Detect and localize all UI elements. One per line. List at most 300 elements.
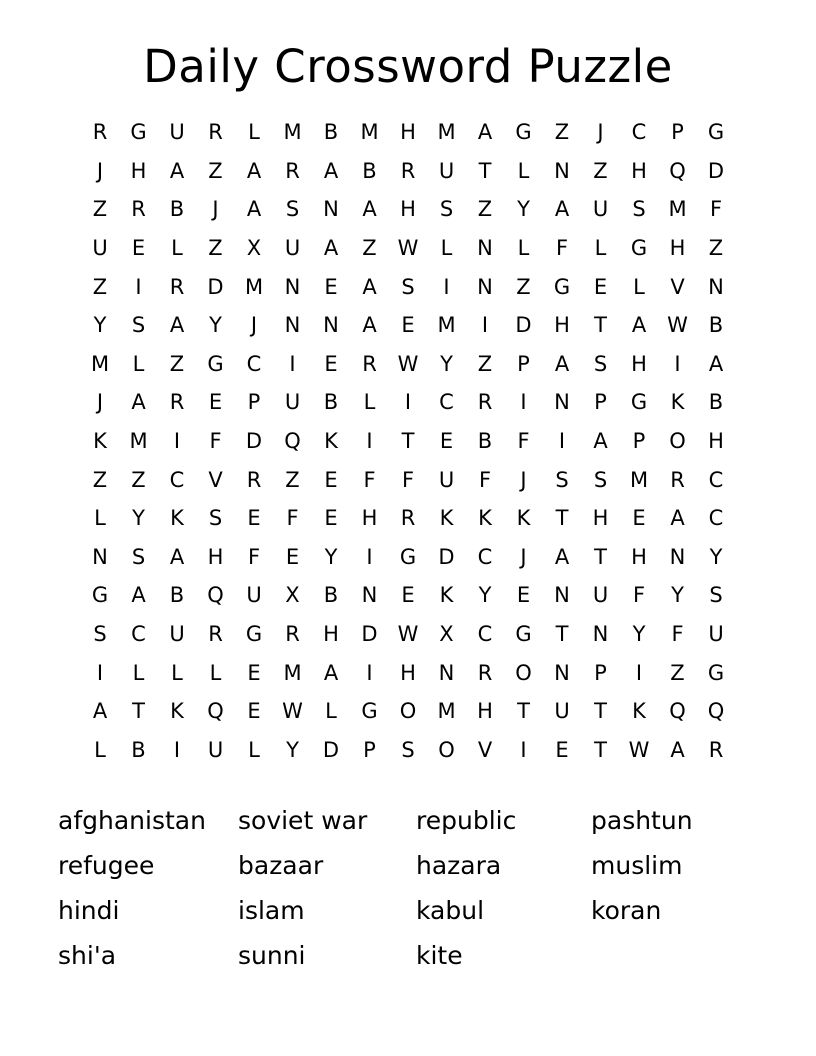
- grid-cell: I: [404, 390, 412, 415]
- grid-cell: P: [594, 390, 607, 415]
- grid-cell: B: [708, 313, 724, 338]
- grid-cell: J: [520, 544, 527, 569]
- grid-cell: V: [477, 737, 493, 762]
- grid-cell: U: [284, 236, 301, 261]
- grid-cell: A: [323, 158, 339, 183]
- grid-cell: N: [438, 660, 455, 685]
- grid-cell: J: [96, 158, 104, 183]
- grid-cell: A: [246, 197, 262, 222]
- grid-cell: A: [92, 699, 108, 724]
- grid-cell: P: [247, 390, 261, 415]
- grid-cell: L: [363, 390, 376, 415]
- grid-cell: S: [131, 313, 146, 338]
- grid-cell: G: [707, 120, 725, 145]
- grid-cell: M: [360, 120, 379, 145]
- grid-cell: H: [669, 236, 686, 261]
- grid-cell: T: [555, 506, 569, 531]
- grid-cell: G: [630, 390, 648, 415]
- grid-cell: Z: [554, 120, 570, 145]
- grid-cell: B: [323, 120, 339, 145]
- grid-cell: C: [631, 120, 647, 145]
- grid-cell: F: [632, 583, 646, 608]
- grid-cell: R: [131, 197, 146, 222]
- grid-cell: D: [322, 737, 340, 762]
- grid-cell: T: [517, 699, 530, 724]
- grid-cell: G: [515, 120, 532, 145]
- grid-cell: Q: [207, 583, 224, 608]
- grid-cell: H: [631, 351, 647, 376]
- word-list-row: [58, 843, 758, 888]
- grid-cell: R: [169, 390, 185, 415]
- grid-cell: I: [366, 429, 373, 454]
- grid-cell: N: [669, 544, 686, 569]
- grid-cell: I: [289, 351, 296, 376]
- word-list: [58, 798, 758, 978]
- grid-cell: G: [361, 699, 378, 724]
- grid-cell: L: [440, 236, 453, 261]
- grid-cell: I: [520, 737, 527, 762]
- grid-cell: J: [96, 390, 104, 415]
- grid-cell: E: [324, 467, 338, 492]
- grid-cell: F: [555, 236, 569, 261]
- grid-cell: Q: [284, 429, 301, 454]
- grid-cell: F: [709, 197, 723, 222]
- word-list-item: hindi: [58, 895, 120, 925]
- grid-cell: L: [94, 737, 106, 762]
- grid-cell: W: [397, 351, 419, 376]
- grid-cell: F: [671, 622, 684, 647]
- grid-cell: J: [212, 197, 219, 222]
- grid-cell: E: [324, 351, 338, 376]
- grid-row: [83, 268, 733, 307]
- grid-cell: L: [633, 274, 645, 299]
- grid-cell: Y: [132, 506, 145, 531]
- grid-cell: G: [207, 351, 224, 376]
- grid-cell: D: [515, 313, 532, 338]
- grid-cell: Z: [92, 197, 108, 222]
- grid-cell: S: [555, 467, 569, 492]
- grid-row: [83, 461, 733, 500]
- grid-row: [83, 152, 733, 191]
- grid-cell: R: [362, 351, 377, 376]
- grid-cell: H: [323, 622, 339, 647]
- grid-cell: E: [401, 313, 415, 338]
- grid-cell: Z: [516, 274, 531, 299]
- grid-cell: I: [558, 429, 566, 454]
- grid-cell: Y: [209, 313, 222, 338]
- grid-cell: K: [170, 506, 184, 531]
- grid-cell: A: [708, 351, 724, 376]
- grid-cell: Z: [285, 467, 300, 492]
- grid-cell: D: [245, 429, 263, 454]
- grid-cell: S: [131, 544, 146, 569]
- grid-cell: M: [283, 660, 302, 685]
- grid-cell: I: [366, 660, 373, 685]
- grid-cell: G: [630, 236, 648, 261]
- grid-cell: T: [594, 699, 607, 724]
- grid-cell: U: [92, 236, 108, 261]
- word-list-item: kabul: [416, 895, 485, 925]
- grid-cell: L: [325, 699, 337, 724]
- grid-cell: R: [246, 467, 262, 492]
- grid-cell: O: [438, 737, 455, 762]
- grid-cell: R: [708, 737, 724, 762]
- word-list-item: hazara: [416, 850, 502, 880]
- grid-cell: N: [284, 313, 301, 338]
- grid-cell: G: [91, 583, 109, 608]
- grid-row: [83, 538, 733, 577]
- grid-cell: Z: [169, 351, 185, 376]
- grid-cell: J: [520, 467, 527, 492]
- grid-cell: A: [246, 158, 262, 183]
- grid-cell: Y: [286, 737, 299, 762]
- grid-cell: L: [248, 120, 260, 145]
- grid-cell: R: [285, 622, 300, 647]
- grid-cell: H: [592, 506, 609, 531]
- grid-cell: S: [709, 583, 723, 608]
- grid-cell: P: [517, 351, 530, 376]
- grid-cell: B: [477, 429, 493, 454]
- grid-cell: I: [173, 737, 181, 762]
- grid-cell: X: [439, 622, 454, 647]
- grid-cell: Q: [207, 699, 224, 724]
- grid-cell: O: [515, 660, 532, 685]
- grid-cell: L: [132, 660, 145, 685]
- grid-cell: V: [670, 274, 685, 299]
- grid-cell: F: [247, 544, 261, 569]
- grid-cell: Y: [632, 622, 646, 647]
- grid-row: [83, 384, 733, 423]
- grid-cell: A: [631, 313, 647, 338]
- grid-cell: M: [244, 274, 264, 299]
- word-list-item: sunni: [238, 940, 306, 970]
- word-list-row: [58, 933, 758, 978]
- grid-cell: U: [169, 120, 185, 145]
- grid-cell: V: [208, 467, 223, 492]
- grid-cell: U: [592, 197, 609, 222]
- grid-cell: T: [132, 699, 145, 724]
- grid-cell: W: [667, 313, 688, 338]
- grid-cell: P: [594, 660, 607, 685]
- grid-cell: A: [554, 197, 570, 222]
- grid-cell: E: [439, 429, 454, 454]
- grid-cell: X: [285, 583, 300, 608]
- page-title: Daily Crossword Puzzle: [143, 40, 673, 93]
- grid-cell: I: [135, 274, 142, 299]
- grid-cell: E: [555, 737, 569, 762]
- grid-cell: R: [400, 158, 416, 183]
- grid-cell: P: [363, 737, 376, 762]
- grid-cell: H: [361, 506, 378, 531]
- grid-cell: A: [554, 544, 570, 569]
- grid-cell: Q: [669, 699, 686, 724]
- grid-cell: W: [282, 699, 303, 724]
- grid-cell: R: [670, 467, 685, 492]
- grid-cell: H: [207, 544, 224, 569]
- grid-cell: M: [437, 699, 456, 724]
- grid-cell: L: [517, 158, 530, 183]
- grid-cell: K: [670, 390, 685, 415]
- grid-cell: C: [708, 467, 724, 492]
- grid-cell: N: [361, 583, 378, 608]
- grid-cell: B: [362, 158, 377, 183]
- grid-cell: H: [477, 699, 493, 724]
- grid-cell: N: [323, 313, 339, 338]
- grid-cell: H: [400, 660, 416, 685]
- grid-cell: I: [443, 274, 450, 299]
- grid-cell: K: [93, 429, 107, 454]
- word-list-row: [58, 888, 758, 933]
- grid-cell: T: [594, 313, 607, 338]
- grid-cell: L: [517, 236, 530, 261]
- grid-cell: N: [477, 236, 493, 261]
- grid-row: [83, 731, 733, 770]
- grid-cell: B: [708, 390, 724, 415]
- grid-cell: N: [323, 197, 339, 222]
- grid-cell: N: [284, 274, 301, 299]
- grid-cell: N: [554, 390, 570, 415]
- grid-cell: Z: [92, 274, 108, 299]
- grid-cell: Z: [708, 236, 724, 261]
- grid-cell: A: [362, 197, 377, 222]
- grid-cell: N: [477, 274, 493, 299]
- word-list-item: bazaar: [238, 850, 324, 880]
- grid-cell: E: [247, 506, 261, 531]
- grid-cell: T: [594, 544, 607, 569]
- grid-cell: S: [93, 622, 107, 647]
- grid-cell: R: [208, 120, 223, 145]
- grid-cell: W: [397, 236, 419, 261]
- word-list-item: kite: [416, 940, 463, 970]
- grid-cell: A: [131, 390, 146, 415]
- grid-cell: Z: [477, 351, 493, 376]
- grid-cell: C: [477, 544, 493, 569]
- grid-cell: O: [669, 429, 686, 454]
- word-list-item: shi'a: [58, 940, 117, 970]
- grid-cell: D: [438, 544, 455, 569]
- grid-cell: P: [632, 429, 646, 454]
- grid-row: [83, 306, 733, 345]
- grid-cell: A: [477, 120, 493, 145]
- grid-cell: C: [708, 506, 724, 531]
- grid-cell: R: [285, 158, 300, 183]
- grid-cell: I: [366, 544, 373, 569]
- grid-cell: S: [208, 506, 223, 531]
- grid-cell: X: [246, 236, 262, 261]
- grid-cell: C: [246, 351, 262, 376]
- grid-row: [83, 229, 733, 268]
- grid-cell: Y: [709, 544, 723, 569]
- grid-cell: O: [399, 699, 417, 724]
- grid-cell: Z: [362, 236, 377, 261]
- grid-cell: K: [478, 506, 492, 531]
- grid-cell: Y: [440, 351, 453, 376]
- grid-cell: E: [401, 583, 415, 608]
- grid-cell: R: [208, 622, 223, 647]
- grid-cell: I: [520, 390, 527, 415]
- grid-cell: E: [516, 583, 531, 608]
- grid-cell: J: [597, 120, 604, 145]
- grid-cell: L: [94, 506, 106, 531]
- grid-cell: E: [247, 660, 261, 685]
- grid-cell: K: [632, 699, 646, 724]
- word-list-item: afghanistan: [58, 805, 206, 835]
- grid-cell: I: [96, 660, 104, 685]
- grid-cell: H: [708, 429, 724, 454]
- grid-cell: E: [285, 544, 300, 569]
- grid-cell: Y: [93, 313, 107, 338]
- grid-cell: S: [285, 197, 300, 222]
- grid-cell: H: [400, 120, 416, 145]
- grid-cell: E: [208, 390, 223, 415]
- grid-cell: M: [90, 351, 110, 376]
- grid-cell: G: [399, 544, 417, 569]
- grid-cell: R: [477, 660, 493, 685]
- grid-cell: E: [131, 236, 146, 261]
- grid-cell: Q: [707, 699, 725, 724]
- grid-cell: U: [438, 467, 455, 492]
- grid-cell: A: [131, 583, 146, 608]
- grid-row: [83, 422, 733, 461]
- grid-cell: C: [169, 467, 185, 492]
- grid-cell: E: [324, 506, 338, 531]
- grid-cell: B: [169, 583, 185, 608]
- grid-cell: F: [286, 506, 299, 531]
- grid-cell: A: [169, 544, 185, 569]
- grid-cell: N: [592, 622, 609, 647]
- grid-cell: U: [554, 699, 570, 724]
- grid-cell: D: [207, 274, 224, 299]
- grid-cell: T: [594, 737, 607, 762]
- grid-cell: Z: [593, 158, 608, 183]
- grid-cell: U: [284, 390, 301, 415]
- grid-cell: N: [92, 544, 108, 569]
- grid-row: [83, 654, 733, 693]
- grid-cell: E: [632, 506, 646, 531]
- grid-cell: A: [362, 274, 377, 299]
- grid-cell: C: [477, 622, 493, 647]
- grid-cell: G: [130, 120, 147, 145]
- grid-cell: K: [324, 429, 338, 454]
- grid-cell: U: [207, 737, 224, 762]
- grid-cell: L: [132, 351, 145, 376]
- grid-cell: B: [323, 583, 339, 608]
- grid-cell: R: [477, 390, 493, 415]
- grid-cell: K: [170, 699, 184, 724]
- grid-row: [83, 577, 733, 616]
- grid-cell: R: [169, 274, 185, 299]
- grid-cell: P: [671, 120, 684, 145]
- grid-cell: G: [707, 660, 725, 685]
- grid-cell: F: [517, 429, 530, 454]
- grid-cell: A: [593, 429, 608, 454]
- grid-cell: E: [247, 699, 261, 724]
- grid-cell: L: [171, 660, 183, 685]
- grid-cell: M: [437, 120, 456, 145]
- word-list-item: muslim: [591, 850, 683, 880]
- grid-cell: L: [248, 737, 260, 762]
- grid-cell: A: [323, 660, 339, 685]
- grid-cell: G: [245, 622, 263, 647]
- grid-cell: Q: [669, 158, 686, 183]
- grid-cell: J: [250, 313, 258, 338]
- grid-cell: W: [397, 622, 419, 647]
- grid-cell: N: [554, 158, 570, 183]
- grid-cell: A: [169, 158, 185, 183]
- grid-cell: L: [594, 236, 607, 261]
- grid-cell: F: [209, 429, 222, 454]
- grid-cell: I: [674, 351, 681, 376]
- grid-cell: G: [553, 274, 571, 299]
- grid-cell: S: [439, 197, 454, 222]
- grid-cell: H: [631, 158, 647, 183]
- grid-cell: K: [516, 506, 531, 531]
- grid-cell: N: [554, 583, 570, 608]
- grid-cell: F: [363, 467, 376, 492]
- grid-cell: S: [593, 351, 608, 376]
- grid-cell: S: [401, 737, 415, 762]
- grid-cell: F: [478, 467, 492, 492]
- grid-cell: N: [708, 274, 724, 299]
- grid-cell: U: [169, 622, 185, 647]
- grid-cell: U: [246, 583, 262, 608]
- grid-cell: Z: [670, 660, 685, 685]
- grid-cell: A: [670, 506, 685, 531]
- grid-cell: H: [554, 313, 570, 338]
- grid-cell: H: [631, 544, 647, 569]
- word-list-row: [58, 798, 758, 843]
- grid-cell: U: [438, 158, 455, 183]
- grid-cell: Z: [477, 197, 493, 222]
- grid-cell: K: [439, 583, 454, 608]
- grid-cell: A: [169, 313, 185, 338]
- grid-cell: Z: [208, 236, 223, 261]
- grid-cell: A: [670, 737, 685, 762]
- grid-cell: E: [593, 274, 608, 299]
- grid-cell: B: [323, 390, 339, 415]
- word-list-item: refugee: [58, 850, 155, 880]
- grid-cell: F: [401, 467, 415, 492]
- grid-cell: D: [361, 622, 378, 647]
- grid-cell: M: [668, 197, 687, 222]
- grid-cell: E: [324, 274, 338, 299]
- word-list-item: pashtun: [591, 805, 693, 835]
- grid-cell: S: [593, 467, 608, 492]
- grid-cell: Y: [671, 583, 684, 608]
- grid-row: [83, 499, 733, 538]
- grid-cell: Y: [324, 544, 338, 569]
- word-list-item: republic: [416, 805, 517, 835]
- grid-row: [83, 345, 733, 384]
- grid-cell: W: [628, 737, 650, 762]
- grid-cell: T: [401, 429, 415, 454]
- grid-cell: H: [400, 197, 416, 222]
- grid-cell: H: [130, 158, 147, 183]
- grid-cell: Y: [517, 197, 530, 222]
- grid-cell: Y: [478, 583, 492, 608]
- word-list-item: soviet war: [238, 805, 368, 835]
- grid-cell: S: [632, 197, 646, 222]
- grid-cell: M: [283, 120, 302, 145]
- grid-cell: M: [437, 313, 456, 338]
- grid-cell: N: [554, 660, 570, 685]
- grid-cell: U: [592, 583, 609, 608]
- grid-cell: L: [171, 236, 183, 261]
- grid-cell: I: [173, 429, 181, 454]
- grid-cell: Z: [131, 467, 146, 492]
- grid-cell: M: [629, 467, 649, 492]
- grid-cell: Z: [92, 467, 108, 492]
